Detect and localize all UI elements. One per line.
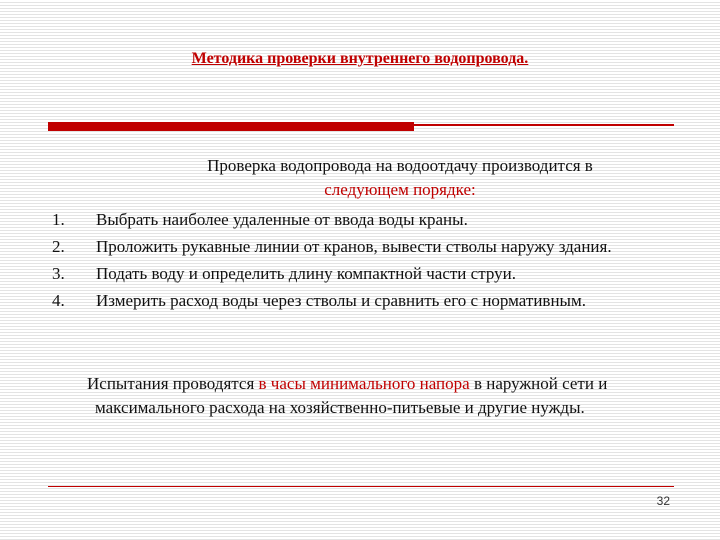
step-number: 1. bbox=[52, 210, 65, 229]
step-text: Выбрать наиболее удаленные от ввода воды краны. bbox=[96, 210, 468, 229]
slide-title: Методика проверки внутреннего водопровода. bbox=[191, 50, 529, 67]
note-text-after: в наружной сети и максимального расхода на хозяйственно-питьевые и другие нужды. bbox=[95, 374, 608, 417]
step-number: 3. bbox=[52, 264, 65, 283]
note-highlight: в часы минимального напора bbox=[258, 374, 470, 393]
step-text: Проложить рукавные линии от кранов, вывести стволы наружу здания. bbox=[96, 237, 612, 256]
steps-list bbox=[52, 208, 652, 316]
step-text: Измерить расход воды через стволы и сравнить его с нормативным. bbox=[96, 291, 586, 310]
top-divider-thick bbox=[48, 122, 414, 131]
step-number: 2. bbox=[52, 237, 65, 256]
note-text-before: Испытания проводятся bbox=[87, 374, 259, 393]
list-item bbox=[52, 235, 652, 259]
bottom-divider bbox=[48, 486, 674, 487]
intro-highlight: следующем порядке: bbox=[324, 180, 476, 199]
list-item bbox=[52, 262, 652, 286]
list-item bbox=[52, 208, 652, 232]
intro-text: Проверка водопровода на водоотдачу производится в bbox=[207, 156, 593, 175]
step-text: Подать воду и определить длину компактной части струи. bbox=[96, 264, 516, 283]
intro-paragraph bbox=[150, 154, 650, 202]
list-item bbox=[52, 289, 652, 313]
testing-note bbox=[87, 372, 695, 420]
step-number: 4. bbox=[52, 291, 65, 310]
page-number: 32 bbox=[656, 494, 670, 508]
